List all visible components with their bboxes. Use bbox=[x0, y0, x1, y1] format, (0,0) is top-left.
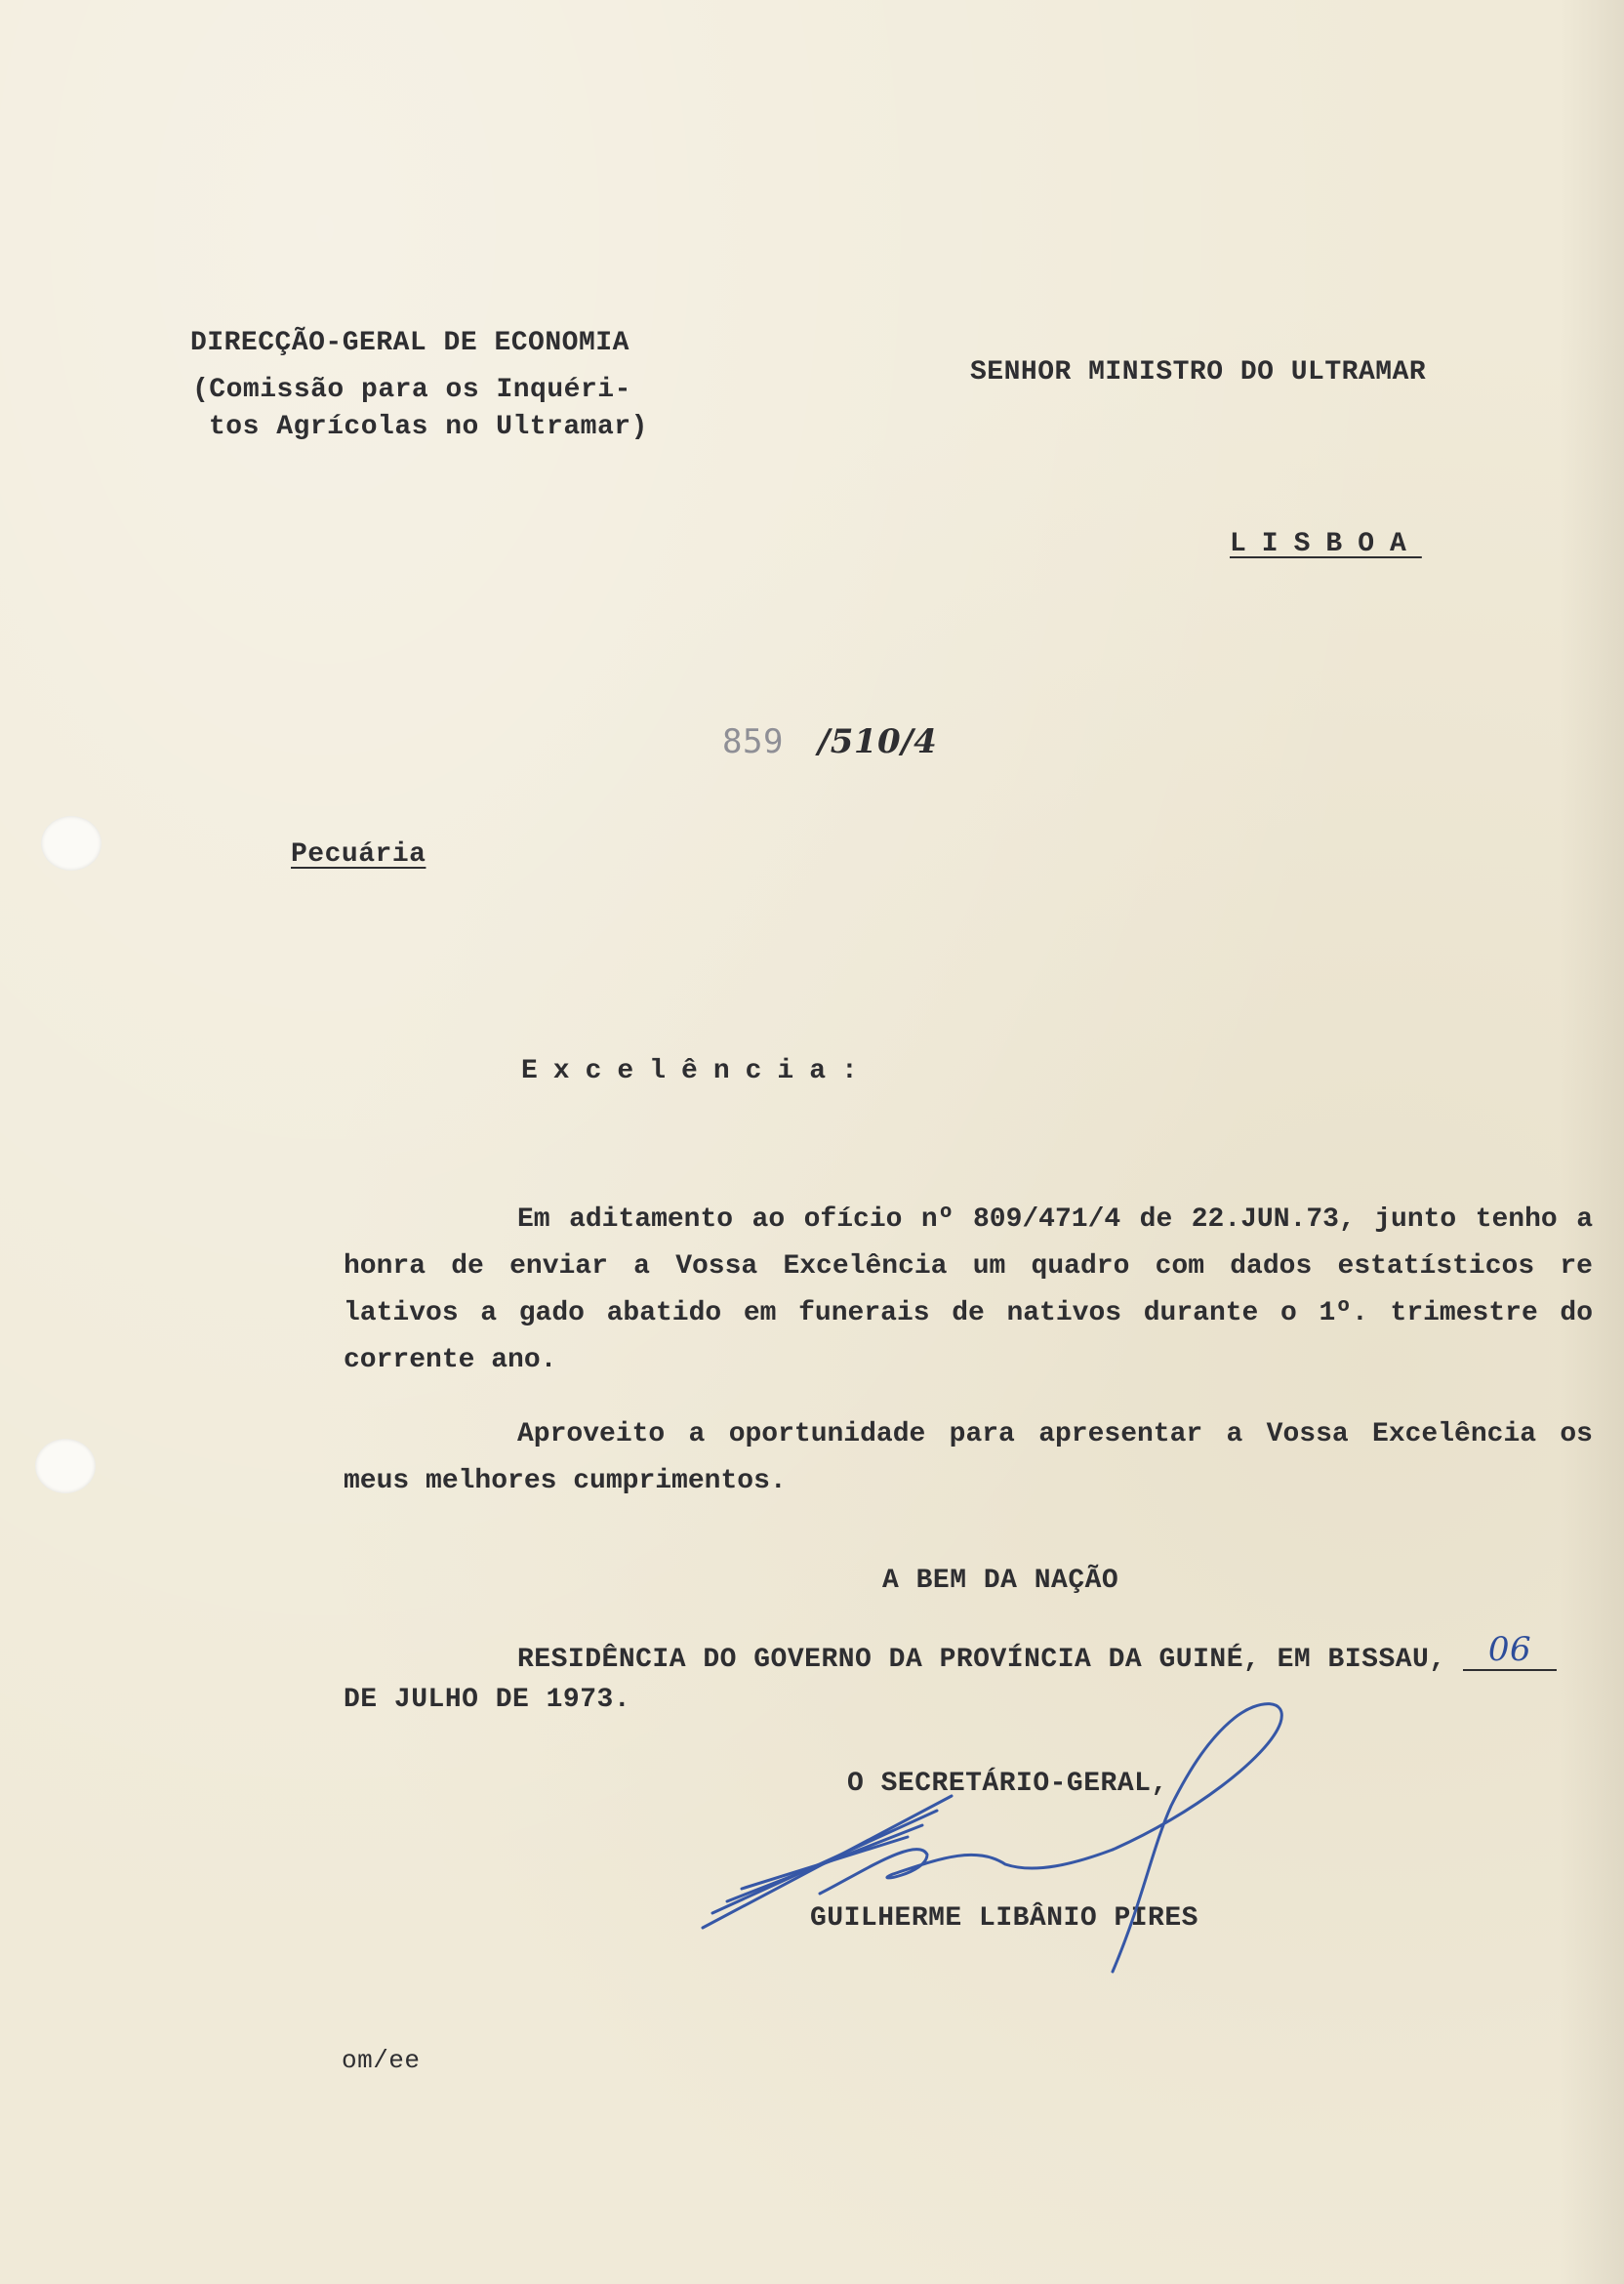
closing-place-line bbox=[517, 1630, 1557, 1677]
sender-line-3: tos Agrícolas no Ultramar) bbox=[209, 412, 648, 442]
body-paragraph-1-line-1: Em aditamento ao ofício nº 809/471/4 de 22.JUN.73, junto tenho bbox=[517, 1204, 1558, 1235]
typist-initials: om/ee bbox=[342, 2046, 421, 2075]
closing-date-rest: DE JULHO DE 1973. bbox=[344, 1685, 631, 1715]
closing-motto: A BEM DA NAÇÃO bbox=[882, 1566, 1119, 1596]
subject-line: Pecuária bbox=[291, 839, 426, 870]
closing-place: RESIDÊNCIA DO GOVERNO DA PROVÍNCIA DA GUINÉ, EM BISSAU, bbox=[517, 1645, 1446, 1675]
sender-line-2: (Comissão para os Inquéri- bbox=[192, 375, 631, 405]
signatory-name: GUILHERME LIBÂNIO PIRES bbox=[810, 1903, 1198, 1934]
signatory-role: O SECRETÁRIO-GERAL, bbox=[847, 1769, 1168, 1799]
reference-code: /510/4 bbox=[817, 722, 938, 761]
punch-hole-bottom bbox=[35, 1439, 96, 1493]
body-paragraph-1-rest: a honra de enviar a Vossa Excelência um quadro com dados estatísticos re lativos a gado abatido em funerais de nativos durante o 1º. trimestre do corrente ano. bbox=[344, 1204, 1593, 1375]
reference-number bbox=[722, 722, 937, 763]
handwritten-signature bbox=[683, 1679, 1366, 1991]
punch-hole-top bbox=[41, 816, 102, 871]
closing-day-handwritten: 06 bbox=[1487, 1630, 1532, 1669]
reference-stamp-number: 859 bbox=[722, 722, 784, 761]
sender-line-1: DIRECÇÃO-GERAL DE ECONOMIA bbox=[190, 328, 629, 358]
body-paragraph-2 bbox=[344, 1411, 1593, 1505]
body-paragraph-2-line-1: Aproveito a oportunidade para apresentar a Vossa Excelência os bbox=[517, 1419, 1593, 1449]
recipient-city: LISBOA bbox=[1230, 529, 1422, 559]
recipient-title: SENHOR MINISTRO DO ULTRAMAR bbox=[970, 357, 1427, 387]
body-paragraph-1 bbox=[344, 1197, 1593, 1384]
salutation: Excelência: bbox=[521, 1056, 873, 1086]
body-paragraph-2-rest: meus melhores cumprimentos. bbox=[344, 1466, 787, 1496]
closing-day-blank bbox=[1463, 1630, 1557, 1671]
